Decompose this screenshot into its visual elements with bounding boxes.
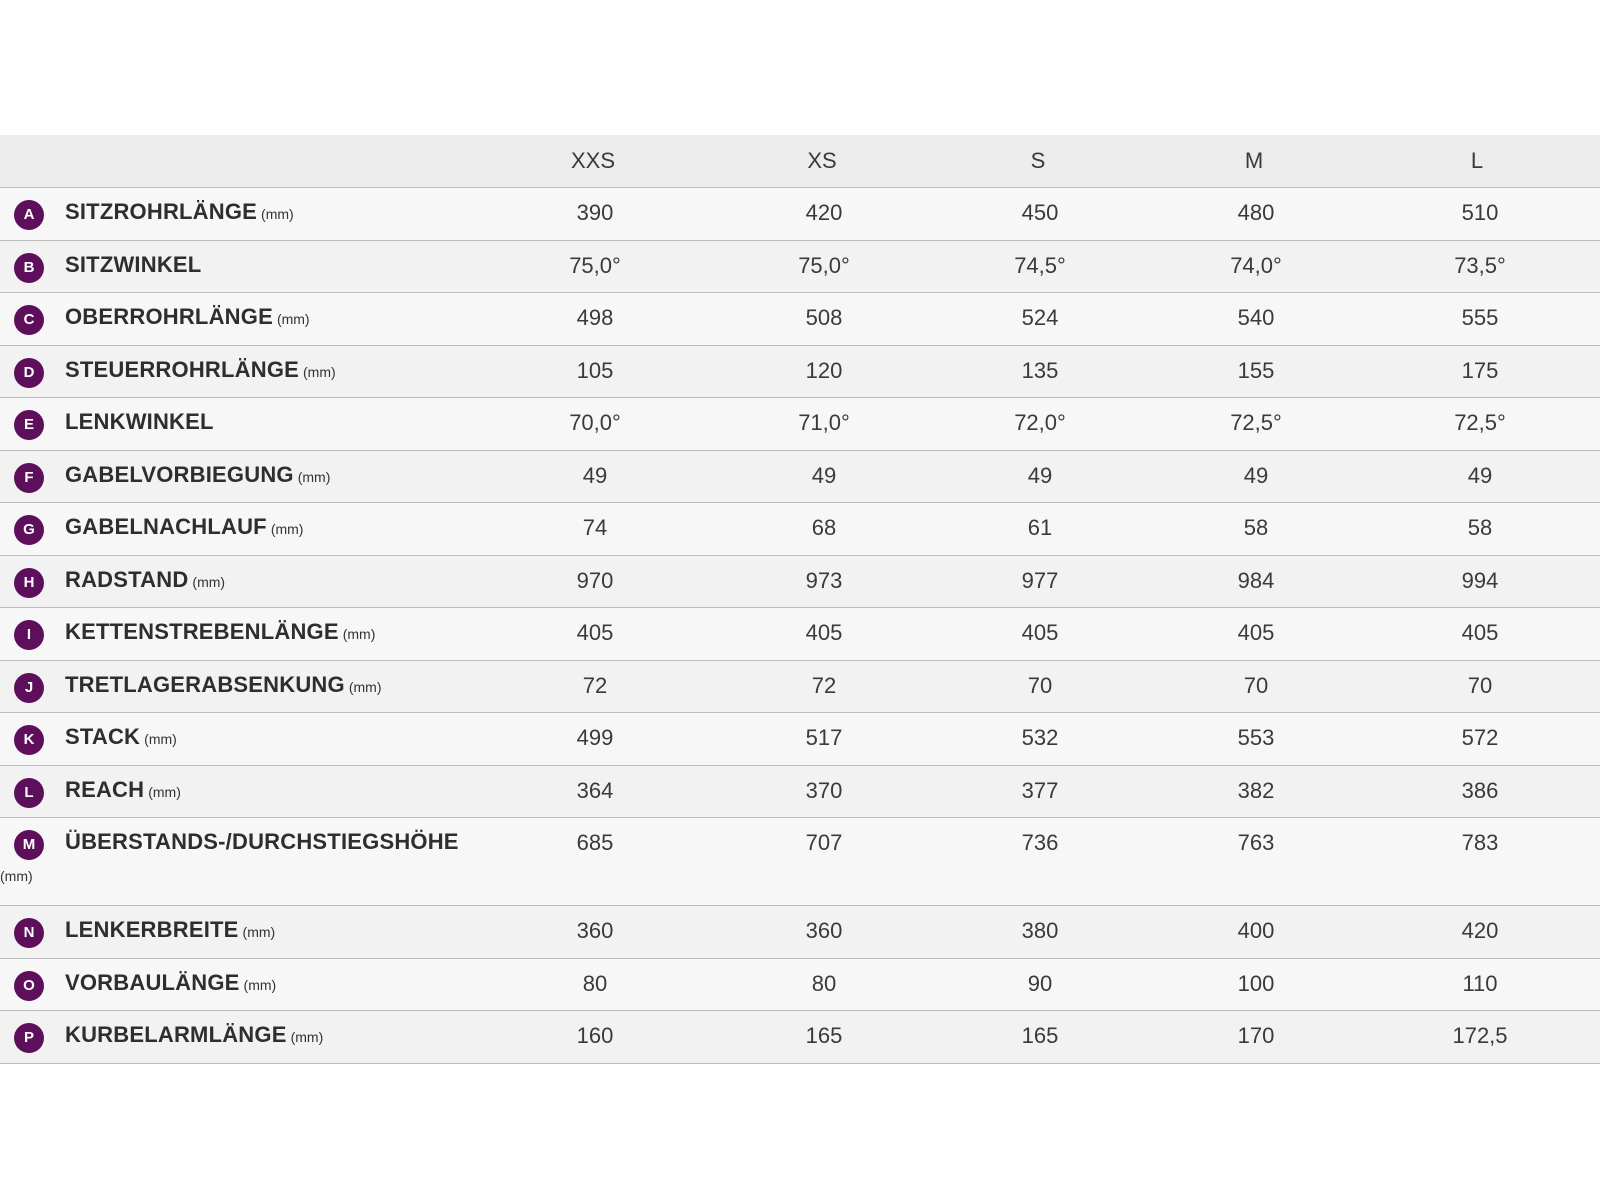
- row-label: [65, 503, 303, 555]
- geometry-table: [0, 135, 1600, 1064]
- row-label-name: REACH: [65, 776, 145, 802]
- row-letter-badge: D: [14, 358, 44, 388]
- row-letter-badge: I: [14, 620, 44, 650]
- value-cell-xxs: 70,0°: [569, 410, 621, 435]
- table-row: [0, 906, 1600, 959]
- row-label: [65, 713, 177, 765]
- value-cell-m: 155: [1237, 357, 1275, 383]
- value-cell-m: 382: [1237, 777, 1275, 803]
- row-letter-badge: E: [14, 410, 44, 440]
- value-cell-xs: 80: [811, 970, 837, 996]
- value-cell-s: 49: [1027, 462, 1053, 488]
- row-label-unit: (mm): [148, 783, 181, 800]
- value-cell-m: 100: [1237, 970, 1275, 996]
- row-label-unit: (mm): [242, 924, 276, 940]
- value-cell-l: 405: [1461, 620, 1499, 645]
- value-cell-l: 49: [1467, 462, 1493, 488]
- row-label-unit: (mm): [348, 678, 382, 695]
- size-header-row: [0, 135, 1600, 188]
- value-cell-xxs: 970: [576, 567, 614, 593]
- row-label-name: TRETLAGERABSENKUNG: [65, 671, 345, 697]
- value-cell-xxs: 390: [576, 200, 614, 225]
- value-cell-xs: 508: [805, 305, 843, 330]
- value-cell-m: 405: [1237, 620, 1275, 645]
- row-label: [65, 959, 276, 1011]
- row-label-name: LENKERBREITE: [65, 917, 239, 942]
- size-header-m: M: [1244, 148, 1264, 173]
- value-cell-xxs: 498: [576, 305, 614, 330]
- row-label-unit: (mm): [261, 206, 294, 222]
- value-cell-m: 984: [1237, 567, 1275, 593]
- row-label-unit: (mm): [243, 976, 277, 993]
- value-cell-m: 553: [1237, 725, 1275, 750]
- row-label-name: SITZROHRLÄNGE: [65, 199, 258, 224]
- row-label: [65, 451, 330, 503]
- row-label-unit: (mm): [276, 311, 310, 327]
- size-header-l: L: [1470, 148, 1484, 173]
- table-row: [0, 398, 1600, 451]
- value-cell-xxs: 405: [576, 620, 614, 645]
- row-label-unit: (mm): [297, 468, 331, 485]
- value-cell-xxs: 364: [576, 777, 614, 803]
- row-label: [65, 661, 381, 713]
- table-row: [0, 766, 1600, 819]
- row-label: [65, 346, 336, 398]
- value-cell-xxs: 160: [576, 1023, 614, 1048]
- row-letter-badge: B: [14, 253, 44, 283]
- value-cell-xs: 165: [805, 1023, 843, 1048]
- value-cell-s: 405: [1021, 620, 1059, 645]
- row-letter-badge: K: [14, 725, 44, 755]
- value-cell-xs: 75,0°: [798, 252, 850, 278]
- row-label-name: SITZWINKEL: [65, 251, 202, 277]
- row-label: [65, 906, 275, 958]
- value-cell-l: 72,5°: [1454, 410, 1506, 435]
- row-label-name: RADSTAND: [65, 566, 189, 592]
- row-label: [65, 556, 225, 608]
- table-row: [0, 713, 1600, 766]
- value-cell-xxs: 360: [576, 918, 614, 943]
- row-letter-badge: A: [14, 200, 44, 230]
- size-header-s: S: [1030, 148, 1046, 173]
- value-cell-l: 783: [1461, 830, 1499, 855]
- value-cell-xs: 120: [805, 357, 843, 383]
- row-label: [65, 241, 201, 293]
- row-label: [65, 766, 181, 818]
- value-cell-xs: 49: [811, 462, 837, 488]
- row-label-name: VORBAULÄNGE: [65, 969, 240, 995]
- row-label-unit: (mm): [303, 363, 336, 380]
- row-letter-badge: N: [14, 918, 44, 948]
- row-label-unit: (mm): [0, 868, 33, 884]
- value-cell-s: 977: [1021, 567, 1059, 593]
- value-cell-xxs: 105: [576, 357, 614, 383]
- table-row: [0, 608, 1600, 661]
- table-row: [0, 959, 1600, 1012]
- value-cell-s: 70: [1027, 672, 1053, 698]
- value-cell-xxs: 74: [582, 515, 608, 540]
- row-letter-badge: P: [14, 1023, 44, 1053]
- value-cell-l: 555: [1461, 305, 1499, 330]
- row-letter-badge: C: [14, 305, 44, 335]
- value-cell-s: 377: [1021, 777, 1059, 803]
- value-cell-xxs: 499: [576, 725, 614, 750]
- row-label-name: ÜBERSTANDS-/DURCHSTIEGSHÖHE: [65, 829, 459, 854]
- row-label: [65, 1011, 323, 1063]
- value-cell-l: 110: [1462, 970, 1498, 996]
- table-row: [0, 661, 1600, 714]
- row-letter-badge: F: [14, 463, 44, 493]
- row-label-unit: (mm): [342, 626, 376, 642]
- value-cell-m: 74,0°: [1230, 252, 1282, 278]
- geometry-rows: [0, 188, 1600, 1064]
- value-cell-s: 135: [1021, 357, 1059, 383]
- table-row: [0, 556, 1600, 609]
- value-cell-m: 763: [1237, 830, 1275, 855]
- value-cell-l: 70: [1467, 672, 1493, 698]
- value-cell-m: 70: [1243, 672, 1269, 698]
- table-row: [0, 451, 1600, 504]
- value-cell-l: 572: [1461, 725, 1499, 750]
- value-cell-xs: 68: [811, 515, 837, 540]
- row-letter-badge: G: [14, 515, 44, 545]
- value-cell-m: 170: [1237, 1023, 1275, 1048]
- value-cell-m: 480: [1237, 200, 1275, 225]
- value-cell-s: 72,0°: [1014, 410, 1066, 435]
- value-cell-l: 58: [1467, 515, 1493, 540]
- row-label-name: STACK: [65, 724, 141, 749]
- row-label-name: KETTENSTREBENLÄNGE: [65, 619, 339, 644]
- value-cell-m: 540: [1237, 305, 1275, 330]
- value-cell-xxs: 75,0°: [569, 252, 621, 278]
- row-label: [65, 188, 294, 240]
- value-cell-m: 58: [1243, 515, 1269, 540]
- value-cell-m: 49: [1243, 462, 1269, 488]
- value-cell-xs: 405: [805, 620, 843, 645]
- value-cell-l: 172,5: [1452, 1023, 1508, 1048]
- value-cell-xxs: 49: [582, 462, 608, 488]
- value-cell-xxs: 685: [576, 830, 614, 855]
- value-cell-s: 524: [1021, 305, 1059, 330]
- value-cell-xs: 71,0°: [798, 410, 850, 435]
- row-label-unit: (mm): [290, 1029, 324, 1045]
- row-label: [65, 398, 214, 450]
- row-letter-badge: O: [14, 971, 44, 1001]
- table-row: [0, 503, 1600, 556]
- row-label-name: OBERROHRLÄNGE: [65, 304, 273, 329]
- value-cell-s: 165: [1021, 1023, 1059, 1048]
- row-letter-badge: M: [14, 830, 44, 860]
- value-cell-xs: 72: [811, 672, 837, 698]
- value-cell-xxs: 80: [582, 970, 608, 996]
- value-cell-s: 74,5°: [1014, 252, 1066, 278]
- size-header-xs: XS: [807, 148, 837, 173]
- value-cell-l: 994: [1461, 567, 1499, 593]
- value-cell-l: 386: [1461, 777, 1499, 803]
- row-label: [65, 818, 459, 870]
- value-cell-m: 72,5°: [1230, 410, 1282, 435]
- value-cell-s: 61: [1027, 515, 1053, 540]
- row-letter-badge: L: [14, 778, 44, 808]
- row-letter-badge: J: [14, 673, 44, 703]
- table-row: [0, 188, 1600, 241]
- row-letter-badge: H: [14, 568, 44, 598]
- row-label-unit: (mm): [270, 521, 304, 537]
- value-cell-xs: 973: [805, 567, 843, 593]
- value-cell-xs: 517: [805, 725, 843, 750]
- row-label-name: GABELNACHLAUF: [65, 514, 267, 539]
- table-row: [0, 346, 1600, 399]
- value-cell-m: 400: [1237, 918, 1275, 943]
- value-cell-l: 73,5°: [1454, 252, 1506, 278]
- value-cell-xs: 707: [805, 830, 843, 855]
- row-label: [65, 608, 375, 660]
- row-label-name: GABELVORBIEGUNG: [65, 461, 294, 487]
- value-cell-l: 420: [1461, 918, 1499, 943]
- table-row: [0, 818, 1600, 906]
- value-cell-s: 736: [1021, 830, 1059, 855]
- value-cell-l: 510: [1461, 200, 1499, 225]
- table-row: [0, 293, 1600, 346]
- value-cell-s: 380: [1021, 918, 1059, 943]
- value-cell-s: 450: [1021, 200, 1059, 225]
- value-cell-s: 532: [1021, 725, 1059, 750]
- size-header-xxs: XXS: [570, 148, 616, 173]
- value-cell-s: 90: [1027, 970, 1053, 996]
- value-cell-xs: 370: [805, 777, 843, 803]
- table-row: [0, 1011, 1600, 1064]
- row-label-unit: (mm): [192, 573, 226, 590]
- value-cell-xs: 420: [805, 200, 843, 225]
- row-label-name: STEUERROHRLÄNGE: [65, 356, 300, 382]
- value-cell-l: 175: [1461, 357, 1499, 383]
- row-label: [65, 293, 310, 345]
- row-label-name: KURBELARMLÄNGE: [65, 1022, 287, 1047]
- value-cell-xs: 360: [805, 918, 843, 943]
- value-cell-xxs: 72: [582, 672, 608, 698]
- row-label-unit: (mm): [144, 731, 177, 747]
- row-label-name: LENKWINKEL: [65, 409, 214, 434]
- table-row: [0, 241, 1600, 294]
